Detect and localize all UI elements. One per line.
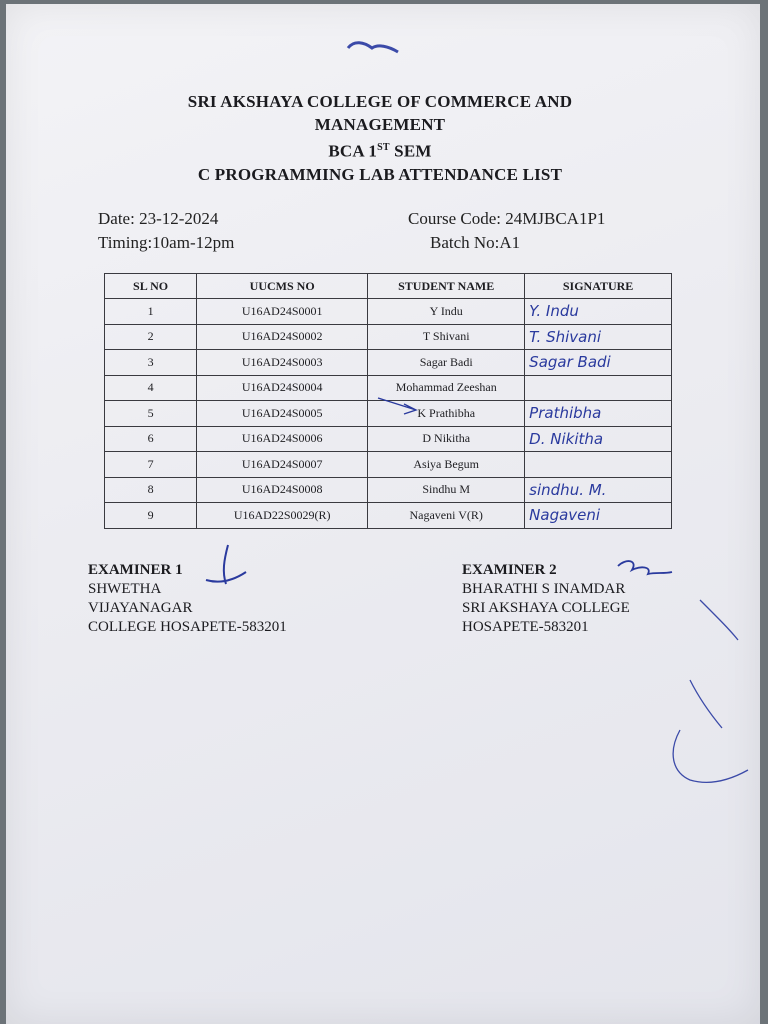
cell-name: Y Indu [368, 299, 525, 325]
cell-name: Nagaveni V(R) [368, 503, 525, 529]
cell-sl: 3 [105, 350, 197, 376]
cell-uucms: U16AD24S0008 [197, 477, 368, 503]
course-code-text: Course Code: 24MJBCA1P1 [408, 209, 606, 228]
cell-signature: T. Shivani [525, 324, 672, 350]
examiner-2-signature-mark [618, 561, 672, 574]
cell-uucms: U16AD24S0005 [197, 401, 368, 427]
cell-uucms: U16AD24S0007 [197, 452, 368, 478]
cell-name: D Nikitha [368, 426, 525, 452]
cell-uucms: U16AD22S0029(R) [197, 503, 368, 529]
timing-text: Timing:10am-12pm [98, 233, 235, 252]
college-name-line1: SRI AKSHAYA COLLEGE OF COMMERCE AND [187, 92, 573, 111]
cell-name: Sagar Badi [368, 350, 525, 376]
examiner-1-title: EXAMINER 1 [88, 562, 183, 578]
cell-signature: Nagaveni [525, 503, 672, 529]
ink-smudge-mark [348, 43, 398, 52]
cell-sl: 1 [105, 299, 197, 325]
examiner-2-title: EXAMINER 2 [462, 562, 557, 578]
cell-name: T Shivani [368, 324, 525, 350]
date-text: Date: 23-12-2024 [98, 209, 219, 228]
arrow-mark [378, 398, 416, 414]
cell-signature: Sagar Badi [525, 350, 672, 376]
cell-uucms: U16AD24S0003 [197, 350, 368, 376]
cell-sl: 8 [105, 477, 197, 503]
semester-line: BCA 1ST SEM [328, 141, 432, 161]
ink-stroke-mark [673, 600, 748, 782]
cell-signature: sindhu. M. [525, 477, 672, 503]
cell-sl: 4 [105, 375, 197, 401]
examiner-1-line2: VIJAYANAGAR [88, 600, 193, 616]
header-signature: SIGNATURE [525, 274, 672, 299]
college-name-line2: MANAGEMENT [314, 115, 446, 134]
header-uucms-no: UUCMS NO [197, 274, 368, 299]
cell-sl: 2 [105, 324, 197, 350]
cell-signature: D. Nikitha [525, 426, 672, 452]
examiner-2-line2: SRI AKSHAYA COLLEGE [462, 600, 630, 616]
cell-sl: 7 [105, 452, 197, 478]
examiner-1-signature-mark [206, 545, 246, 584]
header-sl-no: SL NO [105, 274, 197, 299]
cell-name: Sindhu M [368, 477, 525, 503]
cell-name: K Prathibha [368, 401, 525, 427]
cell-signature: Y. Indu [525, 299, 672, 325]
cell-signature: Prathibha [525, 401, 672, 427]
examiner-1-line3: COLLEGE HOSAPETE-583201 [88, 619, 287, 635]
cell-uucms: U16AD24S0002 [197, 324, 368, 350]
cell-name: Mohammad Zeeshan [368, 375, 525, 401]
cell-uucms: U16AD24S0001 [197, 299, 368, 325]
header-student-name: STUDENT NAME [368, 274, 525, 299]
examiner-2-name: BHARATHI S INAMDAR [462, 581, 626, 597]
cell-name: Asiya Begum [368, 452, 525, 478]
cell-sl: 5 [105, 401, 197, 427]
cell-sl: 9 [105, 503, 197, 529]
cell-uucms: U16AD24S0006 [197, 426, 368, 452]
cell-sl: 6 [105, 426, 197, 452]
batch-text: Batch No:A1 [430, 233, 521, 252]
cell-uucms: U16AD24S0004 [197, 375, 368, 401]
examiner-1-name: SHWETHA [88, 581, 162, 597]
list-title: C PROGRAMMING LAB ATTENDANCE LIST [197, 164, 563, 184]
examiner-2-line3: HOSAPETE-583201 [462, 619, 589, 635]
